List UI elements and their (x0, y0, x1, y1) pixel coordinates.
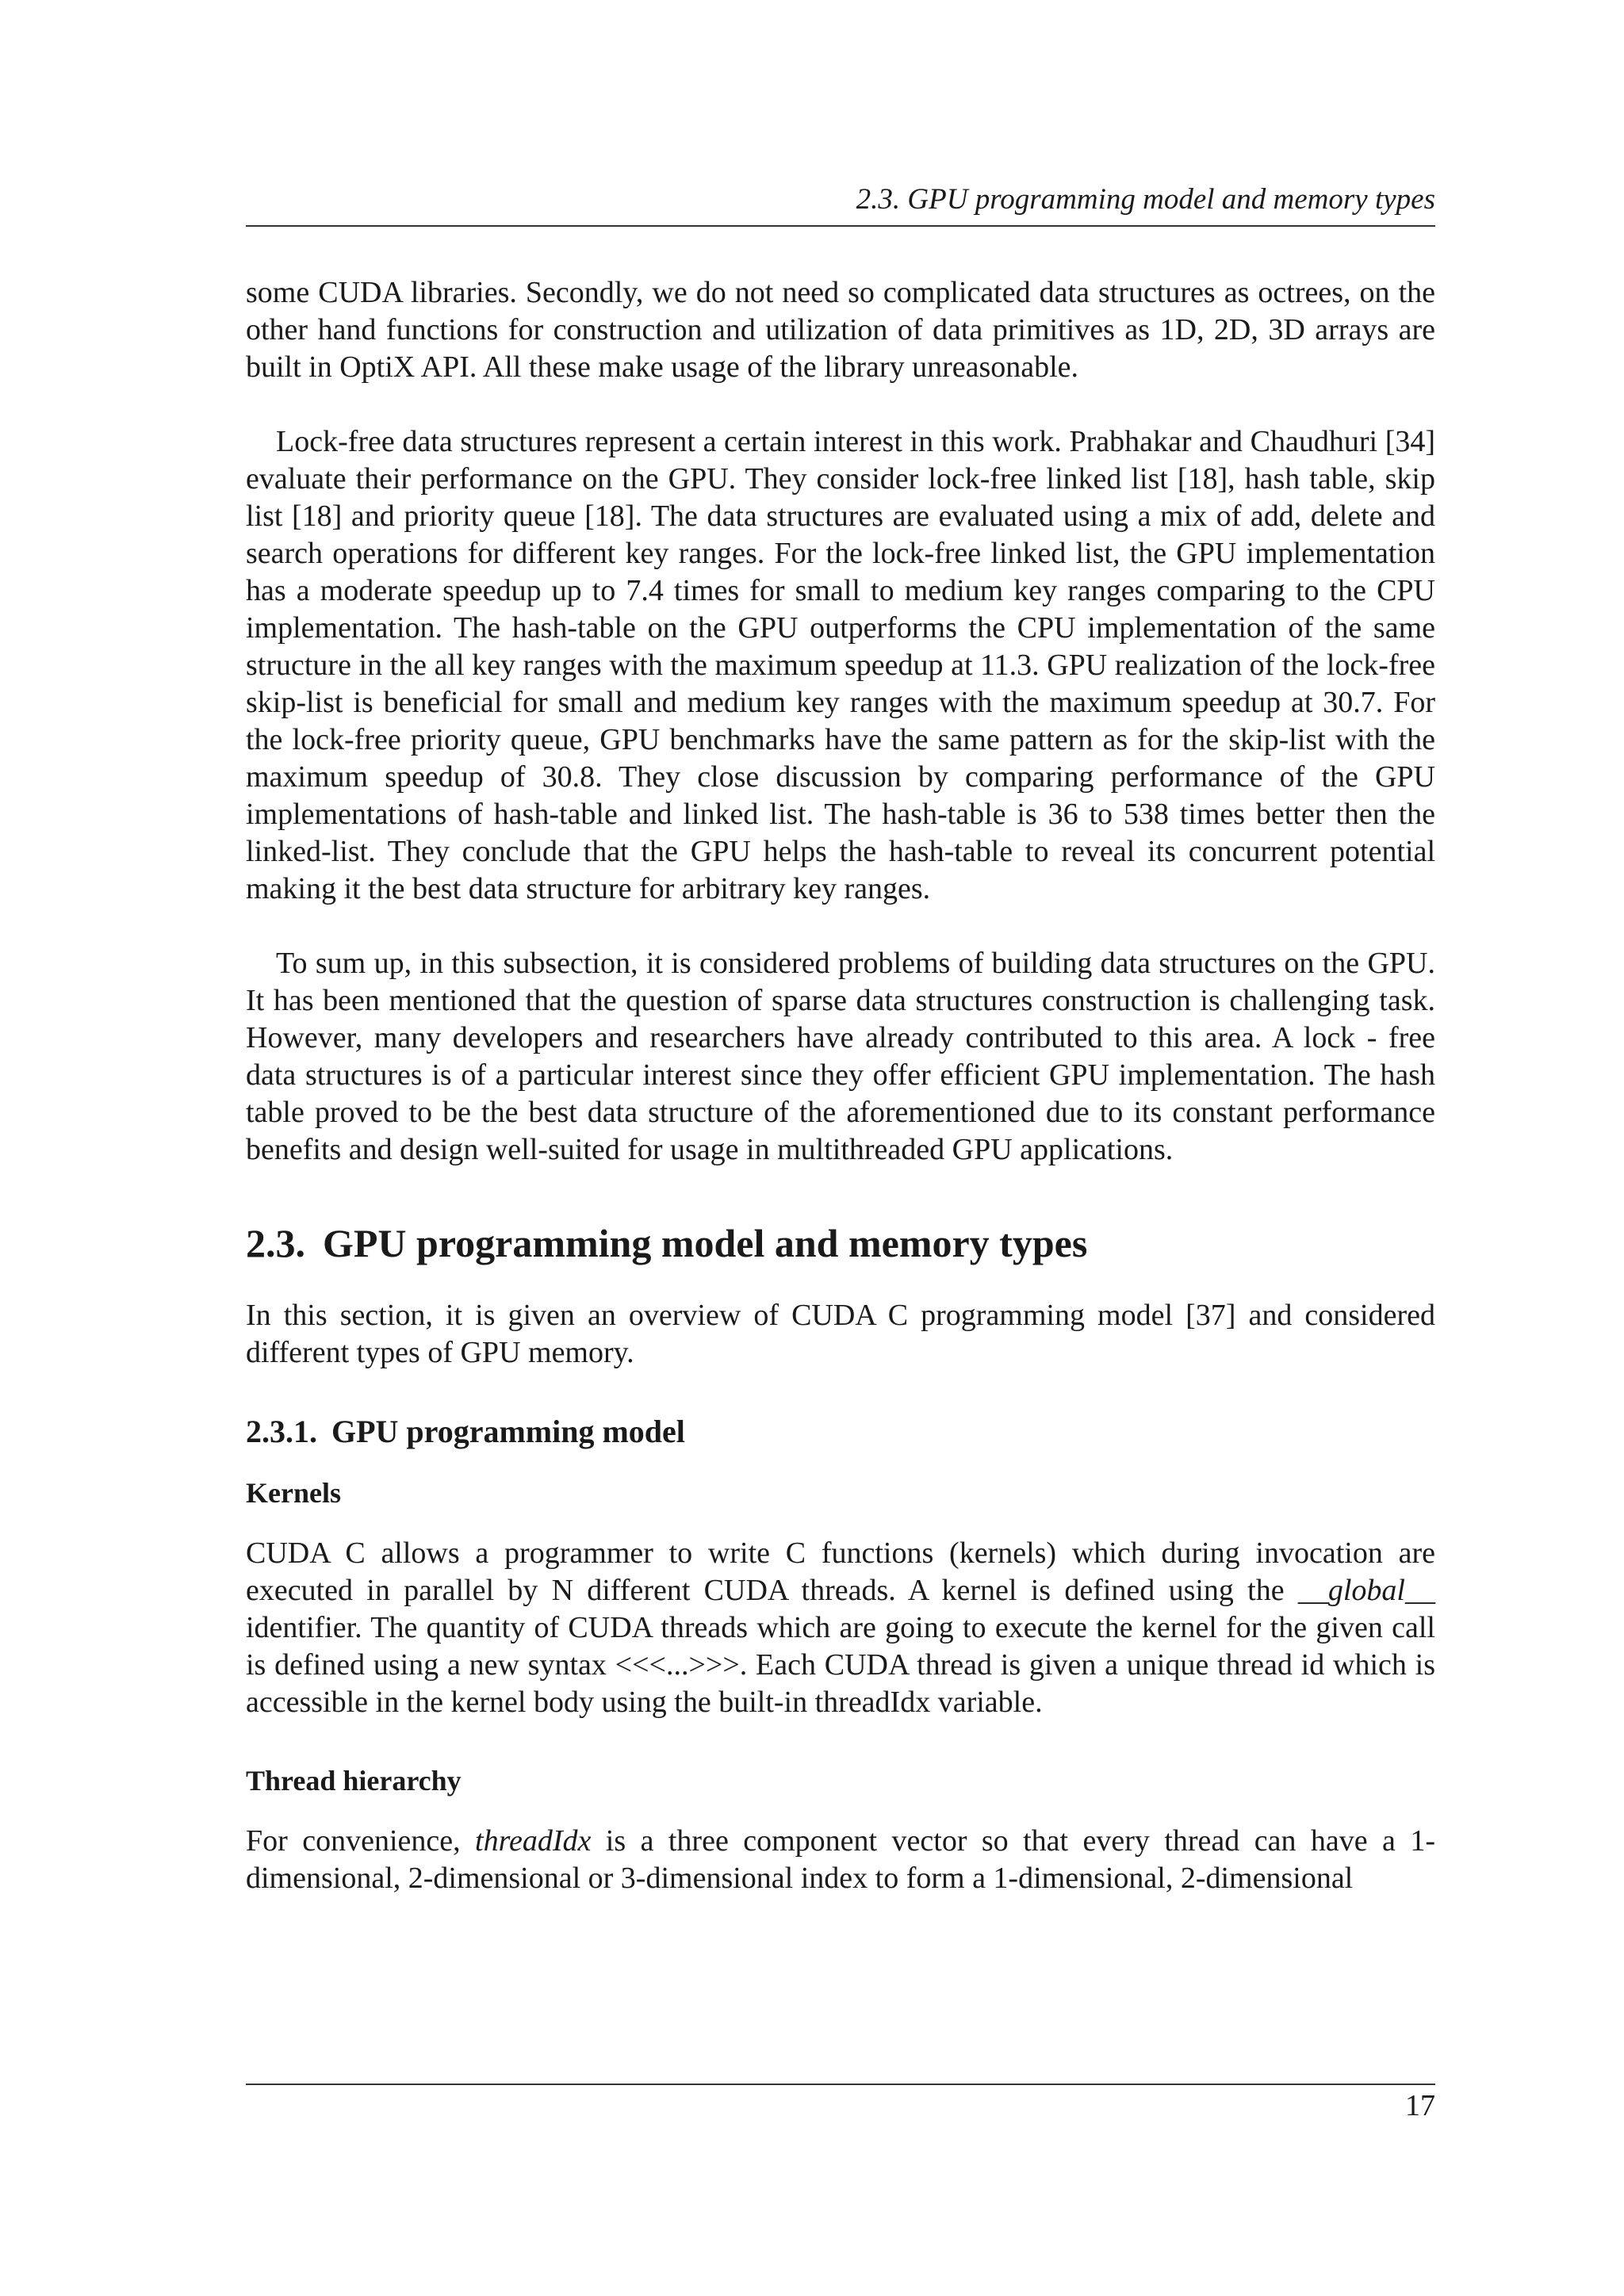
section-title: GPU programming model and memory types (323, 1221, 1088, 1265)
threadidx-term: threadIdx (475, 1824, 592, 1858)
kernels-paragraph (246, 1535, 1435, 1721)
running-header: 2.3. GPU programming model and memory types (246, 182, 1435, 227)
subsection-heading (246, 1413, 1435, 1451)
global-identifier: __global__ (1297, 1574, 1435, 1607)
subsection-title: GPU programming model (331, 1414, 685, 1449)
thread-text-part1: For convenience, (246, 1824, 476, 1858)
kernels-heading: Kernels (246, 1477, 341, 1509)
paragraph-lock-free: Lock-free data structures represent a certain interest in this work. Prabhakar and Chaudhuri [34] evaluate their performance on the GPU. They consider lock-free linked list [18], hash table, skip list [18] and priority queue [18]. The data structures are evaluated using a mix of add, delete and search operations for different key ranges. For the lock-free linked list, the GPU implementation has a moderate speedup up to 7.4 times for small to medium key ranges comparing to the CPU implementation. The hash-table on the GPU outperforms the CPU implementation of the same structure in the all key ranges with the maximum speedup at 11.3. GPU realization of the lock-free skip-list is beneficial for small and medium key ranges with the maximum speedup at 30.7. For the lock-free priority queue, GPU benchmarks have the same pattern as for the skip-list with the maximum speedup of 30.8. They close discussion by comparing performance of the GPU implementations of hash-table and linked list. The hash-table is 36 to 538 times better then the linked-list. They conclude that the GPU helps the hash-table to reveal its concurrent potential making it the best data structure for arbitrary key ranges. (246, 425, 1435, 905)
paragraph-summary: To sum up, in this subsection, it is considered problems of building data structures on the GPU. It has been mentioned that the question of sparse data structures construction is challenging task. However, many developers and researchers have already contributed to this area. A lock - free data structures is of a particular interest since they offer efficient GPU implementation. The hash table proved to be the best data structure of the aforementioned due to its constant performance benefits and design well-suited for usage in multithreaded GPU applications. (246, 947, 1435, 1166)
paragraph-continuation: some CUDA libraries. Secondly, we do not need so complicated data structures as octrees, on the other hand functions for construction and utilization of data primitives as 1D, 2D, 3D arrays are built in OptiX API. All these make usage of the library unreasonable. (246, 276, 1435, 384)
subsection-number: 2.3.1. (246, 1414, 317, 1449)
page-body (246, 274, 1435, 1897)
footer-rule (246, 2084, 1435, 2085)
thread-text-part2: is a three component vector so that every thread can have a 1-dimensional, 2-dimensional or 3-dimensional index to form a 1-dimensional, 2-dimensional (246, 1824, 1435, 1895)
document-page (246, 0, 1435, 2296)
thread-hierarchy-paragraph (246, 1823, 1435, 1897)
section-heading (246, 1219, 1435, 1267)
page-number: 17 (1405, 2089, 1435, 2122)
kernels-text-part2: identifier. The quantity of CUDA threads which are going to execute the kernel for the given call is defined using a new syntax <<<...>>>. Each CUDA thread is given a unique thread id which is accessible in the kernel body using the built-in threadIdx variable. (246, 1611, 1435, 1719)
section-number: 2.3. (246, 1221, 305, 1265)
kernels-text-part1: CUDA C allows a programmer to write C functions (kernels) which during invocation are executed in parallel by N different CUDA threads. A kernel is defined using the (246, 1536, 1435, 1607)
section-intro: In this section, it is given an overview of CUDA C programming model [37] and considered different types of GPU memory. (246, 1299, 1435, 1369)
thread-hierarchy-heading: Thread hierarchy (246, 1765, 462, 1797)
